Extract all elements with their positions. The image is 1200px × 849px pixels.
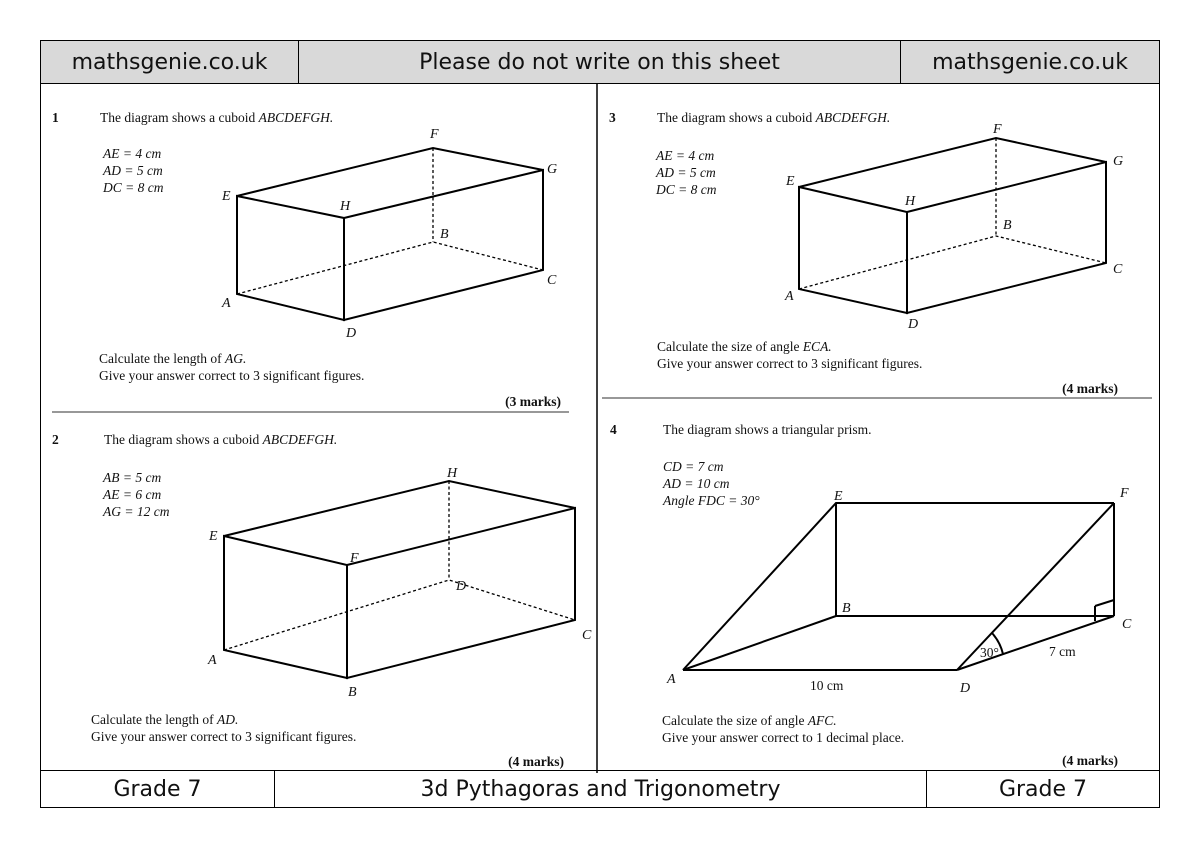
vertex-label-c: C [547, 273, 557, 288]
vertex-label-c: C [582, 628, 592, 643]
vertex-label-h: H [447, 466, 458, 481]
vertex-label-d: D [908, 317, 919, 332]
vertex-label-e: E [786, 174, 795, 189]
question-number: 3 [609, 110, 616, 125]
header-left-site: mathsgenie.co.uk [41, 41, 299, 83]
task-line-2: Give your answer correct to 3 significant figures. [657, 356, 923, 371]
footer-grade-right: Grade 7 [998, 776, 1088, 802]
hidden-edges [224, 580, 575, 650]
footer-grade-left: Grade 7 [41, 771, 275, 807]
question-4 [610, 422, 1132, 768]
vertex-label-d: D [960, 681, 971, 696]
question-1 [52, 110, 561, 409]
hidden-edges [799, 236, 1106, 289]
given-1: CD = 7 cm [663, 459, 724, 474]
question-intro: The diagram shows a cuboid ABCDEFGH. [104, 432, 338, 447]
vertex-label-f: F [1120, 486, 1129, 501]
vertex-label-a: A [222, 296, 231, 311]
given-2: AD = 5 cm [656, 165, 716, 180]
marks: (3 marks) [505, 394, 561, 409]
vertex-label-g: G [547, 162, 558, 177]
given-1: AB = 5 cm [103, 470, 162, 485]
vertex-label-a: A [208, 653, 217, 668]
given-3: Angle FDC = 30° [663, 493, 760, 508]
task-line-1: Calculate the size of angle ECA. [657, 339, 832, 354]
right-angle-marker-top [1095, 600, 1114, 606]
vertex-label-d: D [346, 326, 357, 341]
given-1: AE = 4 cm [103, 146, 162, 161]
question-number: 1 [52, 110, 59, 125]
hidden-edges [237, 242, 543, 294]
side-face [344, 170, 543, 320]
task-line-1: Calculate the length of AG. [99, 351, 247, 366]
vertex-label-f: F [993, 122, 1002, 137]
header-notice: Please do not write on this sheet [299, 41, 901, 83]
given-2: AD = 10 cm [663, 476, 730, 491]
angle-label: 30° [980, 645, 999, 660]
vertex-label-b: B [1003, 218, 1012, 233]
top-back-edges [224, 481, 575, 536]
front-face [237, 196, 344, 320]
task-line-2: Give your answer correct to 3 significant figures. [91, 729, 357, 744]
given-2: AD = 5 cm [103, 163, 163, 178]
marks: (4 marks) [1062, 753, 1118, 768]
marks: (4 marks) [1062, 381, 1118, 396]
given-1: AE = 4 cm [656, 148, 715, 163]
question-number: 4 [610, 422, 617, 437]
vertex-label-c: C [1113, 262, 1123, 277]
vertex-label-b: B [348, 685, 357, 700]
task-line-2: Give your answer correct to 1 decimal place. [662, 730, 905, 745]
question-intro: The diagram shows a cuboid ABCDEFGH. [100, 110, 334, 125]
dimension-dc: 7 cm [1049, 644, 1076, 659]
vertex-label-e: E [209, 529, 218, 544]
vertex-label-b: B [842, 601, 851, 616]
side-face [907, 162, 1106, 313]
given-2: AE = 6 cm [103, 487, 162, 502]
vertex-label-a: A [785, 289, 794, 304]
front-face [799, 187, 907, 313]
given-3: DC = 8 cm [656, 182, 717, 197]
edge-dc [957, 616, 1114, 670]
vertex-label-e: E [222, 189, 231, 204]
question-intro: The diagram shows a triangular prism. [663, 422, 872, 437]
vertex-label-f: F [430, 127, 439, 142]
cuboid-diagram [207, 466, 592, 700]
task-line-1: Calculate the size of angle AFC. [662, 713, 837, 728]
vertex-label-f: F [350, 551, 359, 566]
edge-ab [683, 616, 836, 670]
top-back-edges [799, 138, 1106, 187]
vertex-label-b: B [440, 227, 449, 242]
question-3 [609, 110, 1123, 396]
given-3: AG = 12 cm [103, 504, 170, 519]
question-2 [52, 432, 592, 769]
dimension-ad: 10 cm [810, 678, 844, 693]
cuboid-diagram [221, 127, 557, 341]
given-3: DC = 8 cm [103, 180, 164, 195]
vertex-label-g: G [1113, 154, 1124, 169]
front-face [224, 536, 347, 678]
question-intro: The diagram shows a cuboid ABCDEFGH. [657, 110, 891, 125]
footer-topic: 3d Pythagoras and Trigonometry [275, 771, 927, 807]
task-line-1: Calculate the length of AD. [91, 712, 239, 727]
vertex-label-c: C [1122, 617, 1132, 632]
vertex-label-d: D [456, 579, 467, 594]
header-right-site: mathsgenie.co.uk [932, 49, 1128, 75]
prism-diagram [666, 486, 1132, 696]
top-back-edges [237, 148, 543, 196]
question-number: 2 [52, 432, 59, 447]
vertex-label-h: H [905, 194, 916, 209]
task-line-2: Give your answer correct to 3 significant figures. [99, 368, 365, 383]
marks: (4 marks) [508, 754, 564, 769]
vertex-label-h: H [340, 199, 351, 214]
cuboid-diagram [784, 122, 1123, 332]
vertex-label-a: A [667, 672, 676, 687]
vertex-label-e: E [834, 489, 843, 504]
